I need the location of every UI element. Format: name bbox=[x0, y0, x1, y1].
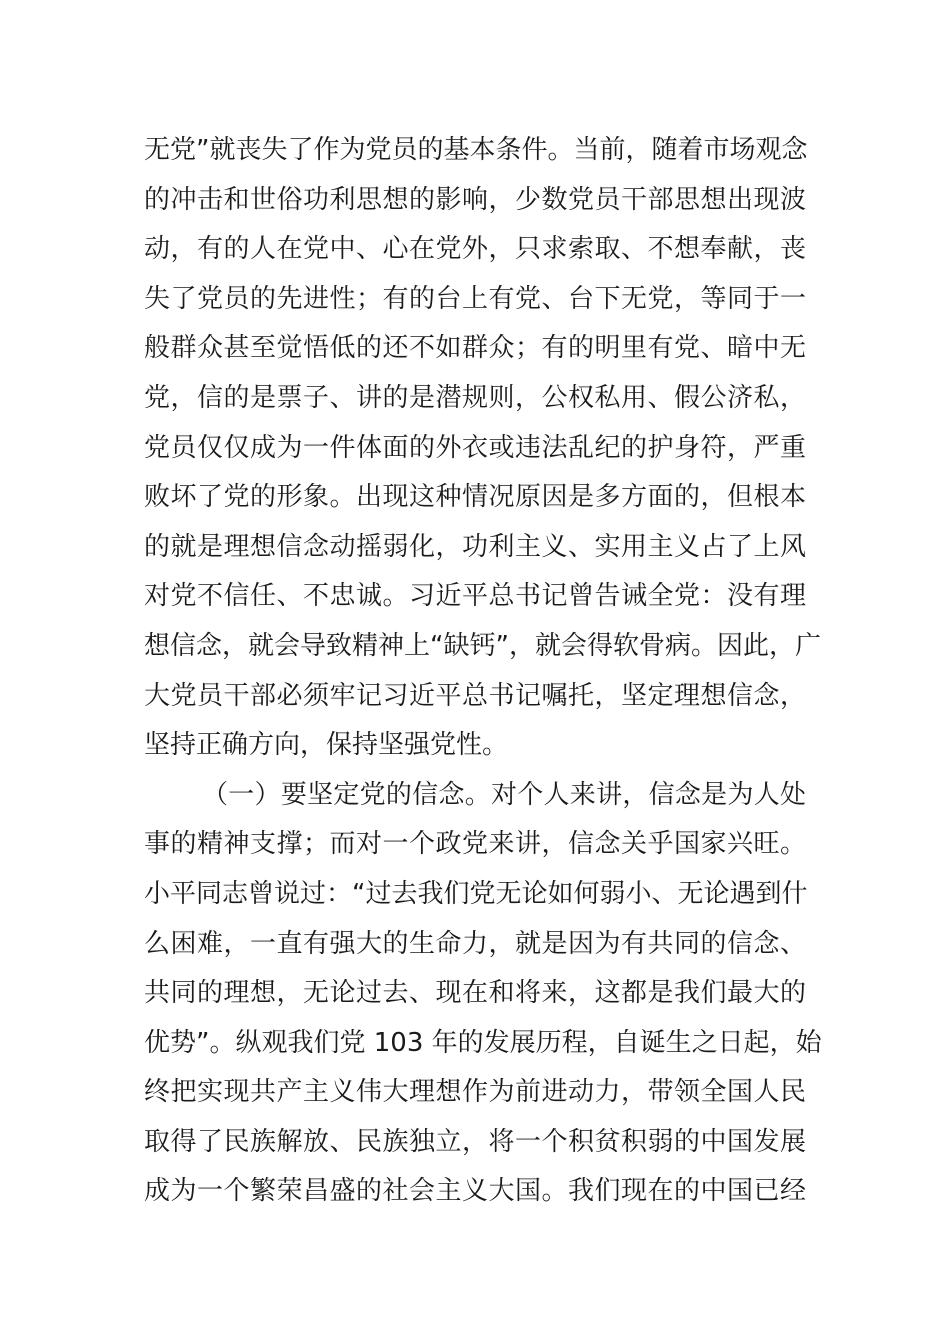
text-line: 的就是理想信念动摇弱化，功利主义、实用主义占了上风 bbox=[144, 531, 806, 562]
text-line: 失了党员的先进性；有的台上有党、台下无党，等同于一 bbox=[144, 283, 806, 314]
text-line: 坚持正确方向，保持坚强党性。 bbox=[144, 730, 509, 761]
text-line: 大党员干部必须牢记习近平总书记嘱托，坚定理想信念， bbox=[144, 680, 806, 711]
body-text bbox=[144, 126, 822, 1217]
text-line: 终把实现共产主义伟大理想作为前进动力，带领全国人民 bbox=[144, 1077, 806, 1108]
text-line: 党员仅仅成为一件体面的外衣或违法乱纪的护身符，严重 bbox=[144, 432, 806, 463]
text-line: （一）要坚定党的信念。对个人来讲，信念是为人处 bbox=[202, 779, 806, 810]
text-line: 优势”。纵观我们党 103 年的发展历程，自诞生之日起，始 bbox=[144, 1027, 822, 1058]
text-line: 事的精神支撑；而对一个政党来讲，信念关乎国家兴旺。 bbox=[144, 829, 806, 860]
text-line: 想信念，就会导致精神上“缺钙”，就会得软骨病。因此，广 bbox=[144, 630, 821, 661]
text-line: 对党不信任、不忠诚。习近平总书记曾告诫全党：没有理 bbox=[144, 581, 806, 612]
text-line: 取得了民族解放、民族独立，将一个积贫积弱的中国发展 bbox=[144, 1126, 806, 1157]
text-line: 成为一个繁荣昌盛的社会主义大国。我们现在的中国已经 bbox=[144, 1176, 806, 1207]
paragraph-1 bbox=[144, 126, 821, 771]
text-line: 小平同志曾说过：“过去我们党无论如何弱小、无论遇到什 bbox=[144, 878, 808, 909]
text-line: 的冲击和世俗功利思想的影响，少数党员干部思想出现波 bbox=[144, 184, 806, 215]
text-line: 党，信的是票子、讲的是潜规则，公权私用、假公济私， bbox=[144, 382, 806, 413]
text-line: 无党”就丧失了作为党员的基本条件。当前，随着市场观念 bbox=[144, 135, 808, 165]
text-line: 动，有的人在党中、心在党外，只求索取、不想奉献，丧 bbox=[144, 234, 806, 265]
text-line: 共同的理想，无论过去、现在和将来，这都是我们最大的 bbox=[144, 978, 806, 1009]
text-line: 败坏了党的形象。出现这种情况原因是多方面的，但根本 bbox=[144, 482, 806, 513]
paragraph-2 bbox=[144, 771, 822, 1217]
text-line: 般群众甚至觉悟低的还不如群众；有的明里有党、暗中无 bbox=[144, 333, 806, 364]
text-line: 么困难，一直有强大的生命力，就是因为有共同的信念、 bbox=[144, 928, 806, 959]
